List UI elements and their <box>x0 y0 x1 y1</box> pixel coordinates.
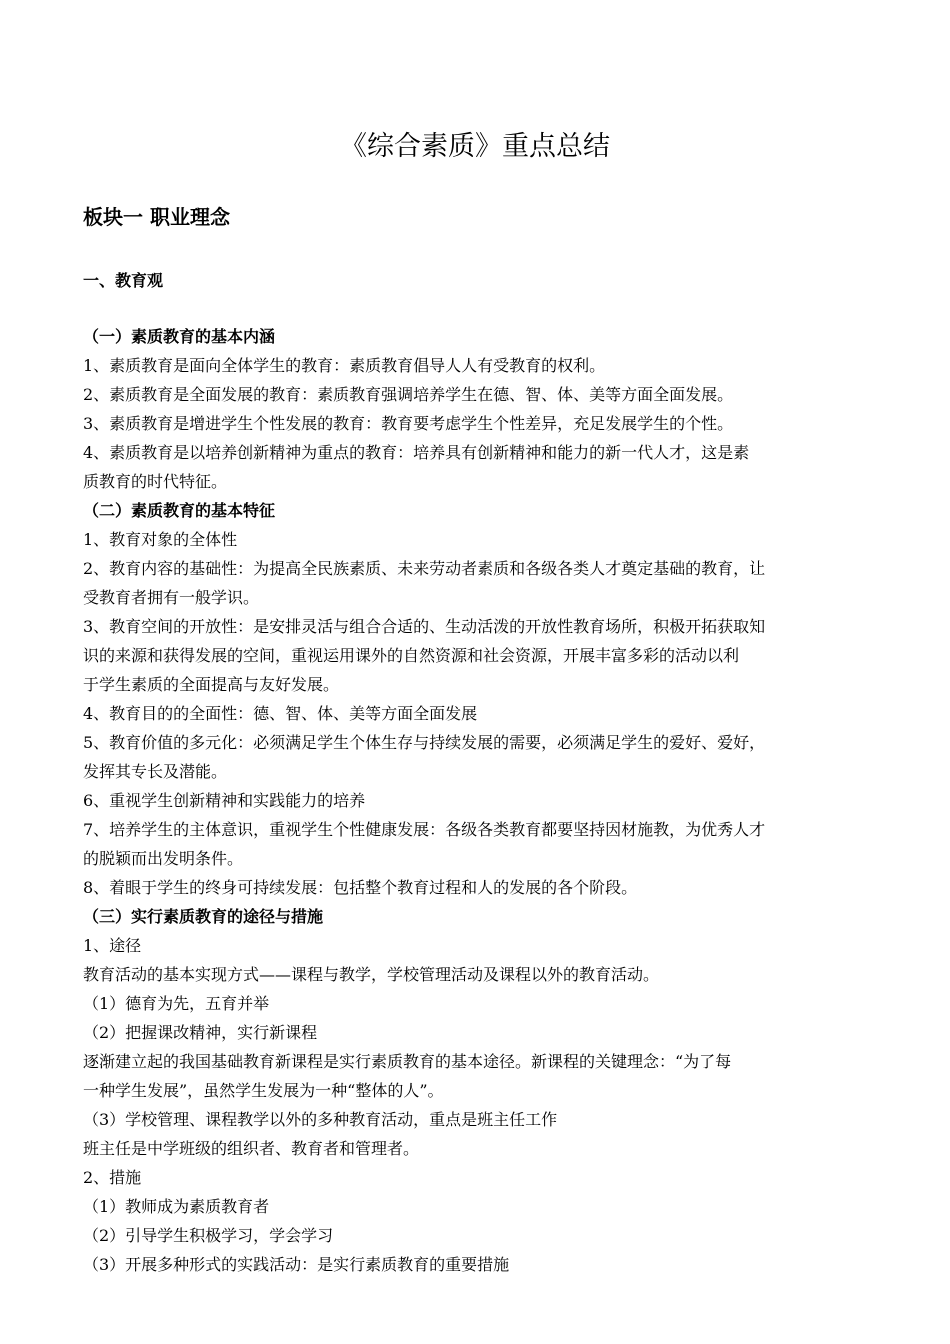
text-line: 的脱颖而出发明条件。 <box>83 849 244 868</box>
text-line: （1）德育为先，五育并举 <box>83 994 270 1013</box>
text-line: 逐渐建立起的我国基础教育新课程是实行素质教育的基本途径。新课程的关键理念：“为了每 <box>83 1052 732 1071</box>
text-line: （3）开展多种形式的实践活动：是实行素质教育的重要措施 <box>83 1255 510 1274</box>
text-line: （2）引导学生积极学习，学会学习 <box>83 1226 334 1245</box>
text-line: 受教育者拥有一般学识。 <box>83 588 260 607</box>
section-heading: 板块一 职业理念 <box>83 205 230 229</box>
text-line: 4、教育目的的全面性：德、智、体、美等方面全面发展 <box>83 704 478 723</box>
text-line: 4、素质教育是以培养创新精神为重点的教育：培养具有创新精神和能力的新一代人才，这是素 <box>83 443 750 462</box>
document-body <box>83 266 873 1279</box>
text-line: 6、重视学生创新精神和实践能力的培养 <box>83 791 366 810</box>
text-line: 2、教育内容的基础性：为提高全民族素质、未来劳动者素质和各级各类人才奠定基础的教育，让 <box>83 559 766 578</box>
text-line: （2）把握课改精神，实行新课程 <box>83 1023 318 1042</box>
subheading: （一）素质教育的基本内涵 <box>83 327 276 346</box>
text-line: 3、教育空间的开放性：是安排灵活与组合合适的、生动活泼的开放性教育场所，积极开拓获取知 <box>83 617 766 636</box>
text-line: 3、素质教育是增进学生个性发展的教育：教育要考虑学生个性差异，充足发展学生的个性。 <box>83 414 734 433</box>
document-title: 《综合素质》重点总结 <box>340 131 610 162</box>
text-line: 教育活动的基本实现方式——课程与教学，学校管理活动及课程以外的教育活动。 <box>83 965 660 984</box>
spacer <box>83 295 873 322</box>
text-line: 5、教育价值的多元化：必须满足学生个体生存与持续发展的需要，必须满足学生的爱好、爱好， <box>83 733 766 752</box>
text-line: 1、教育对象的全体性 <box>83 530 238 549</box>
text-line: 8、着眼于学生的终身可持续发展：包括整个教育过程和人的发展的各个阶段。 <box>83 878 638 897</box>
heading-education-view: 一、教育观 <box>83 271 164 290</box>
text-line: 发挥其专长及潜能。 <box>83 762 228 781</box>
text-line: 一种学生发展”，虽然学生发展为一种“整体的人”。 <box>83 1081 444 1100</box>
text-line: 于学生素质的全面提高与友好发展。 <box>83 675 340 694</box>
text-line: 7、培养学生的主体意识，重视学生个性健康发展：各级各类教育都要坚持因材施教，为优秀人才 <box>83 820 766 839</box>
body-lines <box>83 322 873 1279</box>
text-line: （3）学校管理、课程教学以外的多种教育活动，重点是班主任工作 <box>83 1110 558 1129</box>
text-line: 2、素质教育是全面发展的教育：素质教育强调培养学生在德、智、体、美等方面全面发展。 <box>83 385 734 404</box>
text-line: 2、措施 <box>83 1168 142 1187</box>
text-line: 1、途径 <box>83 936 142 955</box>
text-line: 班主任是中学班级的组织者、教育者和管理者。 <box>83 1139 420 1158</box>
text-line: 质教育的时代特征。 <box>83 472 228 491</box>
text-line: 1、素质教育是面向全体学生的教育：素质教育倡导人人有受教育的权利。 <box>83 356 606 375</box>
subheading: （三）实行素质教育的途径与措施 <box>83 907 324 926</box>
text-line: （1）教师成为素质教育者 <box>83 1197 270 1216</box>
subheading: （二）素质教育的基本特征 <box>83 501 276 520</box>
text-line: 识的来源和获得发展的空间，重视运用课外的自然资源和社会资源，开展丰富多彩的活动以利 <box>83 646 740 665</box>
